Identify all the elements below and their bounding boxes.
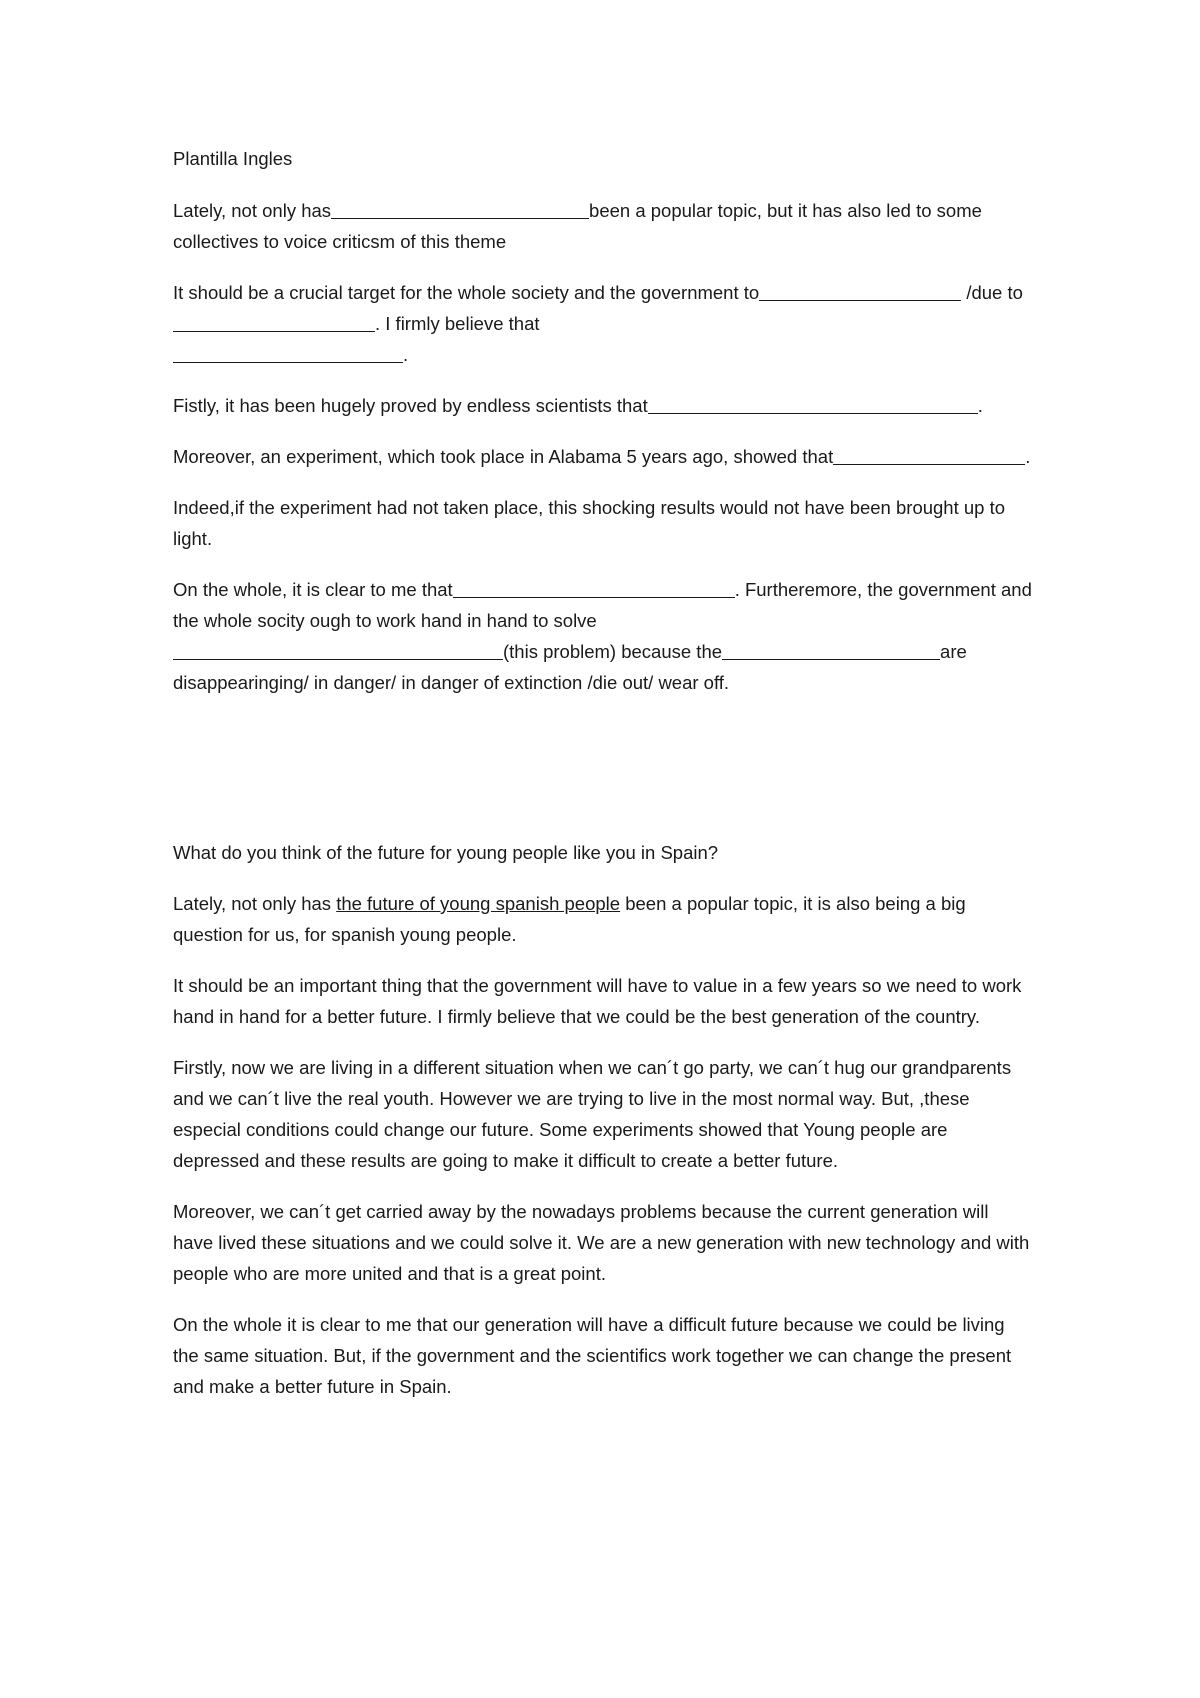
essay-paragraph-2: It should be an important thing that the government will have to value in a few years so we need to work hand in hand for a better future. I firmly believe that we could be the best generation of the country. bbox=[173, 975, 1022, 1027]
blank-line bbox=[722, 637, 940, 660]
essay-paragraph-5: On the whole it is clear to me that our generation will have a difficult future because we could be living the same situation. But, if the government and the scientifics work together we can change the present and make a better future in Spain. bbox=[173, 1314, 1012, 1397]
template-p3-text-a: Fistly, it has been hugely proved by endless scientists that bbox=[173, 395, 648, 416]
template-paragraph-4 bbox=[173, 441, 1033, 472]
blank-line bbox=[453, 575, 735, 598]
document-body bbox=[173, 143, 1033, 1422]
template-p1-text-a: Lately, not only has bbox=[173, 200, 332, 221]
essay-p1-text-a: Lately, not only has bbox=[173, 893, 337, 914]
template-paragraph-2 bbox=[173, 277, 1033, 370]
essay-question: What do you think of the future for young people like you in Spain? bbox=[173, 842, 719, 863]
template-p6-text-b: . Furtheremore, the government and the whole socity ough to work hand in hand to solve bbox=[173, 579, 1032, 631]
template-p2-text-d: . bbox=[403, 344, 409, 365]
essay-paragraph-1 bbox=[173, 888, 1033, 950]
template-p4-text-a: Moreover, an experiment, which took place in Alabama 5 years ago, showed that bbox=[173, 446, 834, 467]
template-p6-text-d: are disappearinging/ in danger/ in danger of extinction /die out/ wear off. bbox=[173, 641, 967, 693]
blank-line bbox=[331, 196, 589, 219]
blank-line bbox=[173, 309, 375, 332]
blank-line bbox=[648, 391, 978, 414]
essay-p1-underlined-topic: the future of young spanish people bbox=[336, 893, 621, 914]
essay-p1-text-b: been a popular topic, it is also being a big question for us, for spanish young people. bbox=[173, 893, 966, 945]
template-p2-text-b: /due to bbox=[961, 282, 1023, 303]
template-paragraph-6 bbox=[173, 574, 1033, 698]
template-paragraph-1 bbox=[173, 195, 1033, 257]
template-p2-text-a: It should be a crucial target for the whole society and the government to bbox=[173, 282, 760, 303]
template-paragraph-3 bbox=[173, 390, 1033, 421]
template-p1-text-b: been a popular topic, but it has also led to some collectives to voice criticsm of this theme bbox=[173, 200, 982, 252]
template-p6-text-c: (this problem) because the bbox=[503, 641, 723, 662]
blank-line bbox=[173, 340, 403, 363]
template-p6-text-a: On the whole, it is clear to me that bbox=[173, 579, 453, 600]
template-paragraph-5: Indeed,if the experiment had not taken place, this shocking results would not have been brought up to light. bbox=[173, 497, 1006, 549]
essay-paragraph-3: Firstly, now we are living in a different situation when we can´t go party, we can´t hug our grandparents and we can´t live the real youth. However we are trying to live in the most normal way. But, ,these especial conditions could change our future. Some experiments showed that Young people are depressed and these results are going to make it difficult to create a better future. bbox=[173, 1057, 1012, 1171]
template-p3-text-b: . bbox=[977, 395, 983, 416]
essay-paragraph-4: Moreover, we can´t get carried away by the nowadays problems because the current generation will have lived these situations and we could solve it. We are a new generation with new technology and with people who are more united and that is a great point. bbox=[173, 1201, 1030, 1284]
blank-line bbox=[173, 637, 503, 660]
blank-line bbox=[759, 278, 961, 301]
blank-line bbox=[833, 442, 1025, 465]
template-p4-text-b: . bbox=[1025, 446, 1031, 467]
template-p2-text-c: . I firmly believe that bbox=[375, 313, 540, 334]
template-title: Plantilla Ingles bbox=[173, 148, 293, 169]
section-gap bbox=[173, 718, 1033, 837]
